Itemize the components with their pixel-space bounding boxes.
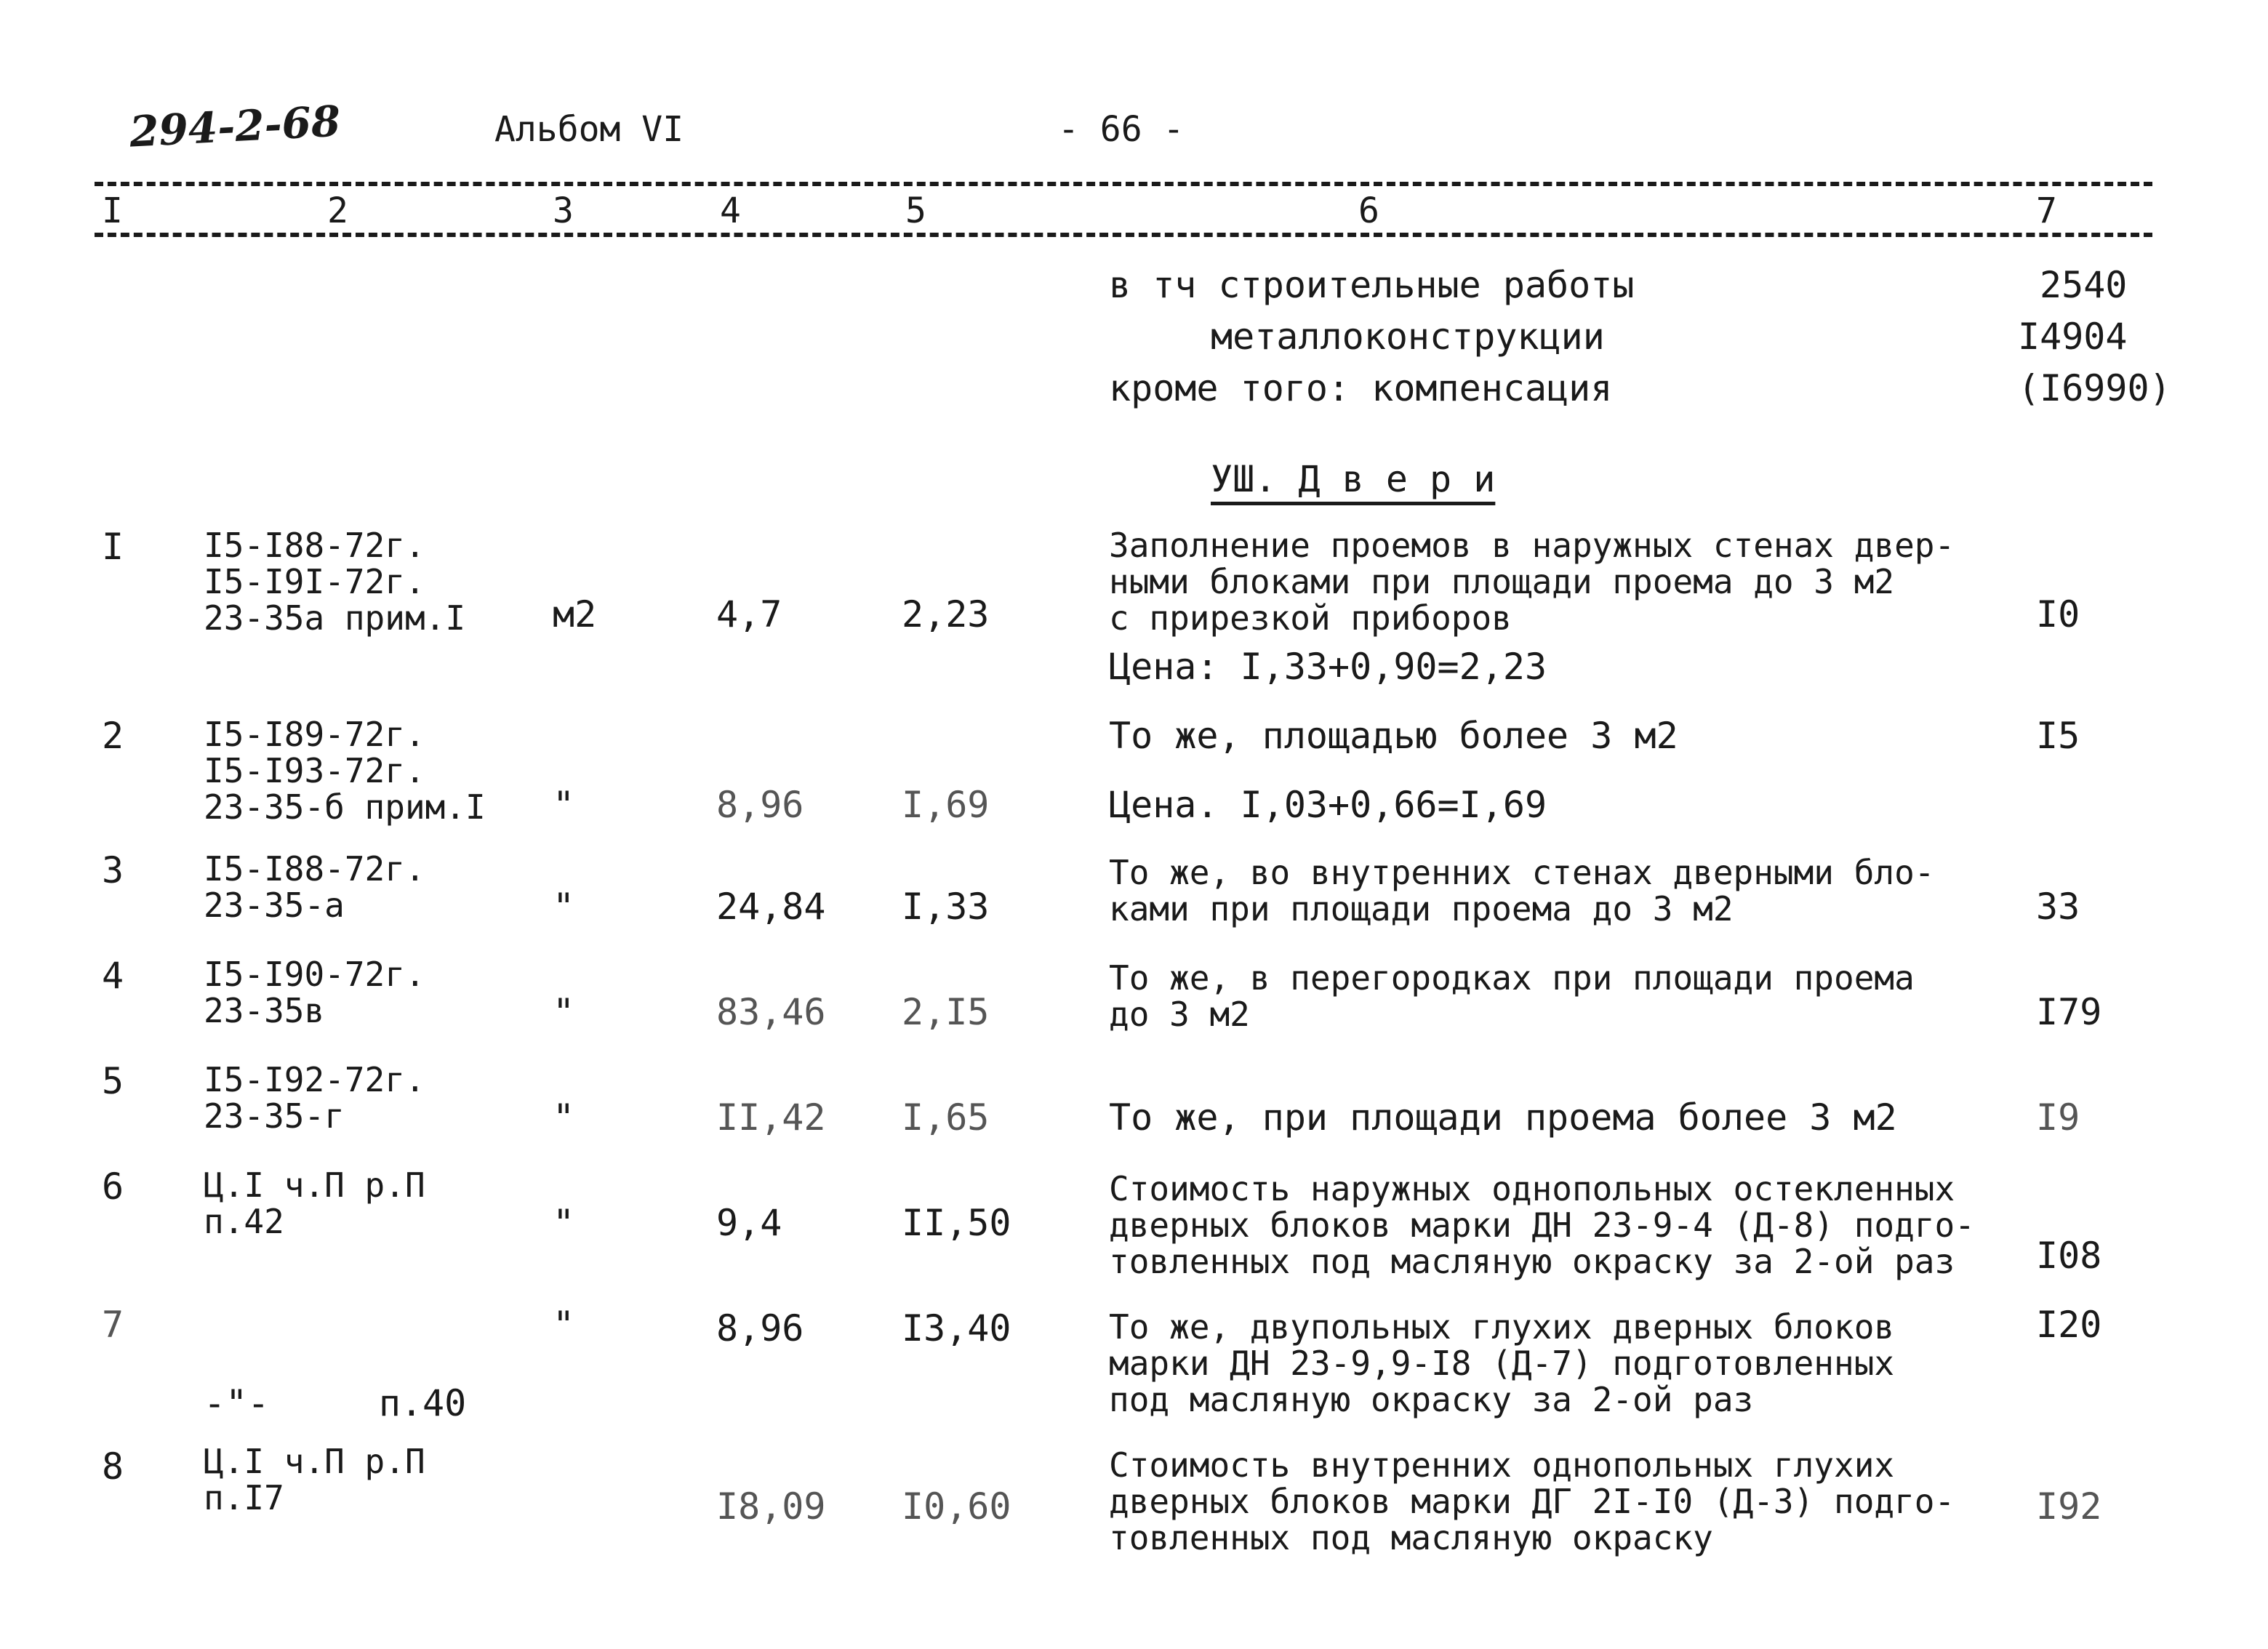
summary-value: (I6990) (2018, 367, 2171, 409)
row-unit: " (553, 1304, 575, 1346)
row-unit: " (553, 1096, 575, 1139)
row-unit: " (553, 991, 575, 1033)
row-description: То же, в перегородках при площади проема до 3 м2 (1109, 958, 1915, 1034)
summary-text: в тч строительные работы (1109, 264, 1635, 306)
row-number: 7 (102, 1304, 124, 1346)
row-quantity: II,42 (716, 1096, 826, 1139)
column-header-4: 4 (720, 190, 741, 231)
row-total: I79 (2036, 991, 2102, 1033)
row-code: Ц.I ч.П р.П п.I7 (204, 1442, 425, 1517)
row-number: I (102, 526, 124, 568)
row-price: I,65 (902, 1096, 990, 1139)
row-number: 4 (102, 955, 124, 997)
row-unit: " (553, 886, 575, 928)
header-rule-bottom (95, 233, 2152, 237)
row-unit: " (553, 1202, 575, 1244)
row-quantity: 4,7 (716, 593, 782, 635)
row-code: I5-I89-72г. I5-I93-72г. 23-35-б прим.I (204, 715, 486, 827)
row-code: I5-I92-72г. 23-35-г (204, 1060, 425, 1136)
album-label: Альбом VI (494, 109, 684, 150)
row-description: То же, при площади проема более 3 м2 (1109, 1096, 1897, 1139)
row-total: 33 (2036, 886, 2080, 928)
row-price: I3,40 (902, 1307, 1011, 1349)
row-total: I5 (2036, 715, 2080, 757)
summary-value: I4904 (2018, 316, 2128, 358)
row-code: -"- п.40 (204, 1382, 467, 1424)
row-code: I5-I90-72г. 23-35в (204, 955, 425, 1030)
row-price: I,69 (902, 784, 990, 826)
row-total: I0 (2036, 593, 2080, 635)
row-quantity: I8,09 (716, 1485, 826, 1528)
row-price: 2,23 (902, 593, 990, 635)
summary-text: металлоконструкции (1211, 316, 1605, 358)
row-price-note: Цена. I,03+0,66=I,69 (1109, 784, 1547, 826)
row-total: I92 (2036, 1485, 2102, 1528)
summary-value: 2540 (2040, 264, 2128, 306)
column-header-7: 7 (2036, 190, 2057, 231)
row-quantity: 9,4 (716, 1202, 782, 1244)
row-price: I0,60 (902, 1485, 1011, 1528)
row-number: 3 (102, 849, 124, 891)
row-number: 5 (102, 1060, 124, 1102)
column-header-5: 5 (905, 190, 926, 231)
row-number: 8 (102, 1445, 124, 1488)
row-description: То же, во внутренних стенах дверными бло- ками при площади проема до 3 м2 (1109, 853, 1935, 928)
row-number: 6 (102, 1165, 124, 1208)
row-quantity: 8,96 (716, 1307, 804, 1349)
row-unit: " (553, 784, 575, 826)
row-total: I9 (2036, 1096, 2080, 1139)
row-total: I08 (2036, 1235, 2102, 1277)
row-price: I,33 (902, 886, 990, 928)
row-unit: м2 (553, 593, 597, 635)
document-code: 294-2-68 (128, 96, 342, 157)
header-rule-top (95, 182, 2152, 186)
column-header-6: 6 (1358, 190, 1379, 231)
row-price-note: Цена: I,33+0,90=2,23 (1109, 646, 1547, 688)
row-description: То же, площадью более 3 м2 (1109, 715, 1678, 757)
section-title: УШ. Д в е р и (1211, 458, 1496, 500)
page-number: - 66 - (1058, 109, 1185, 150)
row-total: I20 (2036, 1304, 2102, 1346)
column-header-3: 3 (553, 190, 574, 231)
row-price: II,50 (902, 1202, 1011, 1244)
row-code: Ц.I ч.П р.П п.42 (204, 1165, 425, 1241)
row-quantity: 24,84 (716, 886, 826, 928)
summary-text: кроме того: компенсация (1109, 367, 1613, 409)
row-code: I5-I88-72г. 23-35-а (204, 849, 425, 925)
row-quantity: 83,46 (716, 991, 826, 1033)
row-description: Заполнение проемов в наружных стенах двер- ными блоками при площади проема до 3 м2 с прирезкой приборов (1109, 526, 1955, 638)
row-description: Стоимость наружных однопольных остекленных дверных блоков марки ДН 23-9-4 (Д-8) подго- товленных под масляную окраску за 2-ой раз (1109, 1169, 1975, 1281)
column-header-2: 2 (327, 190, 348, 231)
row-number: 2 (102, 715, 124, 757)
row-code: I5-I88-72г. I5-I9I-72г. 23-35а прим.I (204, 526, 466, 638)
row-quantity: 8,96 (716, 784, 804, 826)
column-header-1: I (102, 190, 123, 231)
row-description: Стоимость внутренних однопольных глухих дверных блоков марки ДГ 2I-I0 (Д-3) подго- товленных под масляную окраску (1109, 1445, 1955, 1557)
row-description: То же, двупольных глухих дверных блоков марки ДН 23-9,9-I8 (Д-7) подготовленных под масляную окраску за 2-ой раз (1109, 1307, 1895, 1419)
row-price: 2,I5 (902, 991, 990, 1033)
